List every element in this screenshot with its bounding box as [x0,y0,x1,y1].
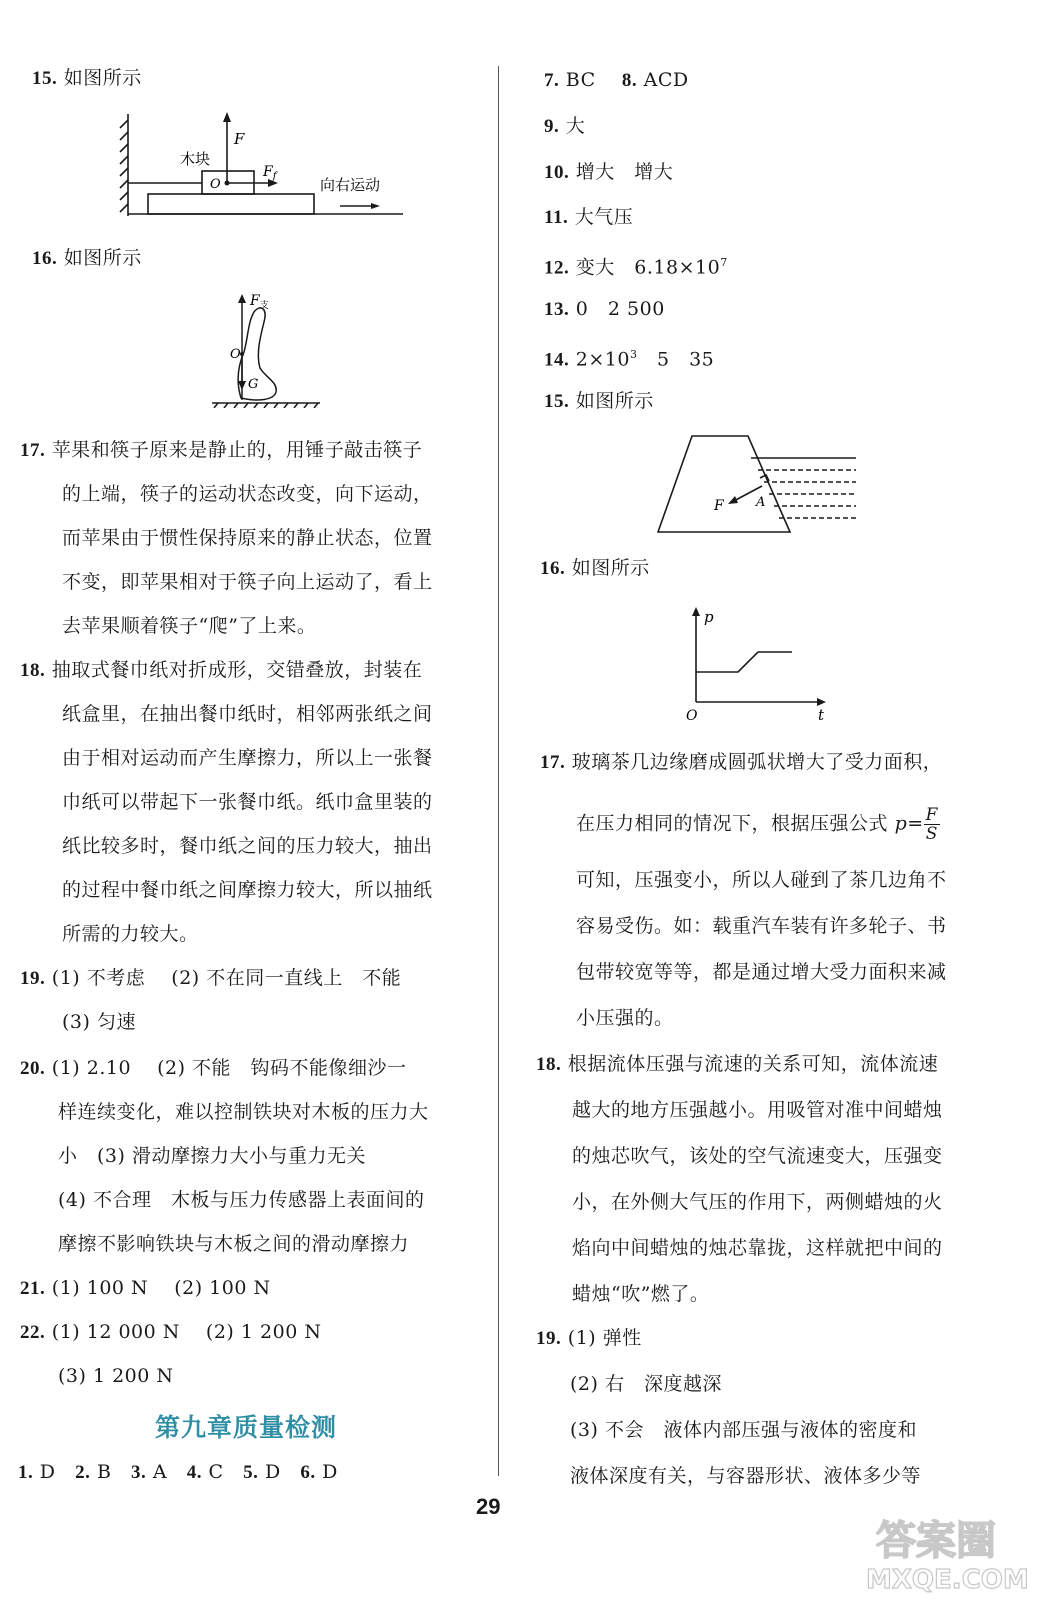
dam-trapezoid [658,436,790,532]
page-number: 29 [476,1494,501,1519]
multiple-choice-answers: 1. D 2. B 3. A 4. C 5. D 6. D [18,1461,338,1483]
origin-label: O [210,177,221,192]
q13-right: 13. 0 2 500 [544,298,665,320]
point-o [225,181,230,186]
chapter-title: 第九章质量检测 [154,1413,337,1442]
q18-left-line-3: 由于相对运动而产生摩擦力，所以上一张餐 [62,747,433,769]
pressure-arrowhead [728,496,738,504]
pressure-curve [696,652,792,672]
q20-left-line-3: 小 (3) 滑动摩擦力大小与重力无关 [58,1145,366,1167]
q19-left-line-2: (3) 匀速 [62,1011,136,1033]
q18-right-line-3: 的烛芯吹气，该处的空气流速变大，压强变 [572,1145,943,1167]
q18-left-line-1: 18. 抽取式餐巾纸对折成形，交错叠放，封装在 [20,659,423,681]
motion-arrowhead [371,203,380,209]
support-force-label: $F_支$ [250,293,269,311]
column-divider [498,66,499,1476]
q17-right-line-5: 包带较宽等等，都是通过增大受力面积来减 [576,961,947,983]
pressure-time-graph [680,604,830,724]
q20-left-line-2: 样连续变化，难以控制铁块对木板的压力大 [58,1101,429,1123]
q15-left: 15. 如图所示 [32,67,142,89]
q9-right: 9. 大 [544,115,586,137]
y-arrowhead [692,607,700,616]
q17-right-line-4: 容易受伤。如：载重汽车装有许多轮子、书 [576,915,947,937]
water-lines [758,470,856,518]
board [148,194,314,214]
q10-right: 10. 增大 增大 [544,161,674,183]
point-a-label: A [756,495,766,510]
q20-left-line-5: 摩擦不影响铁块与木板之间的滑动摩擦力 [58,1233,410,1255]
q18-left-line-7: 所需的力较大。 [62,923,199,945]
force-f-label: F [234,130,245,148]
q20-left-line-4: (4) 不合理 木板与压力传感器上表面间的 [58,1189,425,1211]
q16-right: 16. 如图所示 [540,557,650,579]
q21-left: 21. (1) 100 N (2) 100 N [20,1277,271,1299]
watermark-logo [862,1500,1052,1596]
q17-left-line-5: 去苹果顺着筷子“爬”了上来。 [62,615,317,637]
origin-label: O [230,347,241,362]
q17-right-line-6: 小压强的。 [576,1007,674,1029]
q18-left-line-6: 的过程中餐巾纸之间摩擦力较大，所以抽纸 [62,879,433,901]
q12-right: 12. 变大 $6.18\times 10^7$ [544,256,728,279]
wall-hatch [120,120,128,212]
friction-diagram [118,108,413,220]
q11-right: 11. 大气压 [544,206,634,228]
support-arrowhead [238,294,246,303]
q19-right-line-3: (3) 不会 液体内部压强与液体的密度和 [570,1419,917,1441]
q18-right-line-2: 越大的地方压强越小。用吸管对准中间蜡烛 [572,1099,943,1121]
q18-left-line-5: 纸比较多时，餐巾纸之间的压力较大，抽出 [62,835,433,857]
q18-left-line-2: 纸盒里，在抽出餐巾纸时，相邻两张纸之间 [62,703,433,725]
q19-right-line-1: 19. (1) 弹性 [536,1327,642,1349]
q16-left: 16. 如图所示 [32,247,142,269]
q22-left-line-1: 22. (1) 12 000 N (2) 1 200 N [20,1321,322,1343]
q15-right: 15. 如图所示 [544,390,654,412]
force-label: F [714,498,724,514]
q18-right-line-4: 小，在外侧大气压的作用下，两侧蜡烛的火 [572,1191,943,1213]
q18-right-line-1: 18. 根据流体压强与流速的关系可知，流体流速 [536,1053,939,1075]
q17-right-line-3: 可知，压强变小，所以人碰到了茶几边角不 [576,869,947,891]
q14-right: 14. $2\times 10^3$ 5 35 [544,348,715,371]
q18-left-line-4: 巾纸可以带起下一张餐巾纸。纸巾盒里装的 [62,791,433,813]
motion-label: 向右运动 [320,176,381,194]
q18-right-line-5: 焰向中间蜡烛的烛芯靠拢，这样就把中间的 [572,1237,943,1259]
q17-right-line-1: 17. 玻璃茶几边缘磨成圆弧状增大了受力面积， [540,751,943,773]
watermark-main: 答案圈 [876,1518,996,1564]
q17-left-line-1: 17. 苹果和筷子原来是静止的，用锤子敲击筷子 [20,439,423,461]
dam-pressure-diagram [656,432,862,536]
y-axis-label: p [704,608,714,626]
q17-left-line-4: 不变，即苹果相对于筷子向上运动了，看上 [62,571,433,593]
force-f-arrowhead [223,112,231,122]
q17-right-line-2: 在压力相同的情况下，根据压强公式 p= $\frac{F}{S}$ [576,805,938,844]
x-arrowhead [817,698,826,706]
watermark-url: MXQE.COM [866,1565,1029,1595]
gravity-label: G [248,377,259,392]
origin-label: O [686,708,698,724]
q19-left-line-1: 19. (1) 不考虑 (2) 不在同一直线上 不能 [20,967,402,989]
x-axis-label: t [818,706,825,724]
q17-left-line-3: 而苹果由于惯性保持原来的静止状态，位置 [62,527,433,549]
q18-right-line-6: 蜡烛“吹”燃了。 [572,1283,710,1305]
friction-label: $F_f$ [263,164,277,182]
block-label: 木块 [180,150,211,168]
q19-right-line-2: (2) 右 深度越深 [570,1373,722,1395]
q17-left-line-2: 的上端，筷子的运动状态改变，向下运动， [62,483,433,505]
pressure-formula-fraction: $\frac{F}{S}$ [925,805,938,844]
support-force-diagram [208,290,324,408]
q19-right-line-4: 液体深度有关，与容器形状、液体多少等 [570,1465,922,1487]
q20-left-line-1: 20. (1) 2.10 (2) 不能 钩码不能像细沙一 [20,1057,407,1079]
q22-left-line-2: (3) 1 200 N [58,1365,174,1387]
q7-q8-right: 7. BC 8. ACD [544,69,689,91]
